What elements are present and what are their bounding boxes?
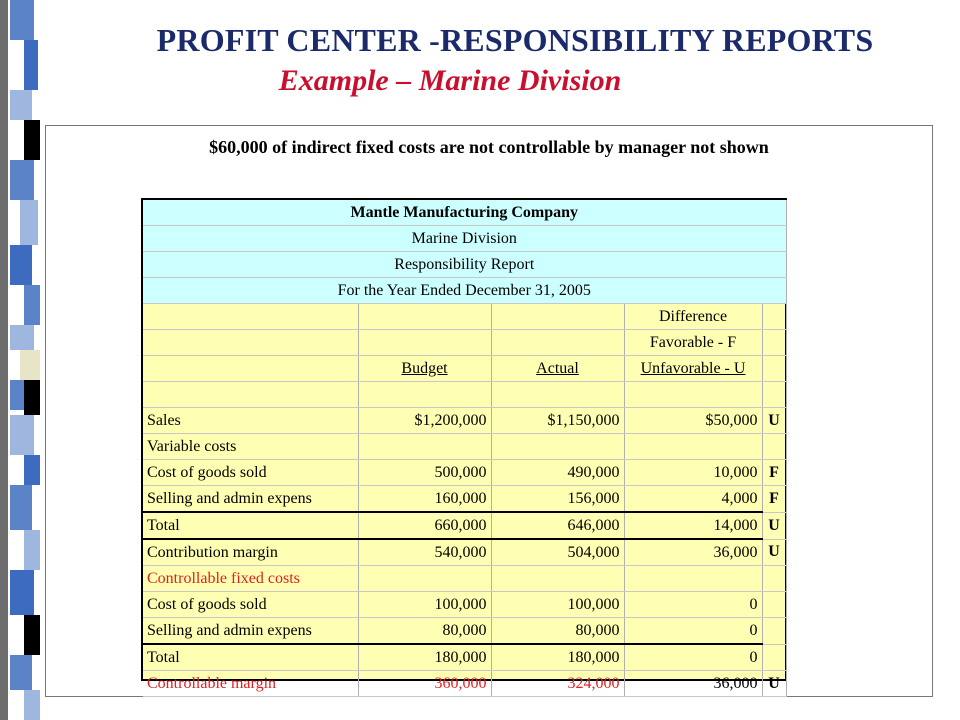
table-row [143, 644, 786, 671]
decorative-left-stripe [0, 0, 44, 720]
actual-cell: 504,000 [491, 539, 624, 566]
budget-cell: 80,000 [358, 618, 491, 645]
flag-cell: U [762, 408, 786, 434]
actual-cell: 180,000 [491, 644, 624, 671]
budget-cell: 500,000 [358, 460, 491, 486]
responsibility-report-table [141, 198, 787, 692]
table-row [143, 486, 786, 513]
table-row [143, 512, 786, 539]
col-actual-header: Actual [536, 359, 579, 377]
table-row [143, 408, 786, 434]
slide-title: PROFIT CENTER -RESPONSIBILITY REPORTS [156, 22, 874, 58]
row-label: Total [143, 644, 358, 671]
budget-cell: 360,000 [358, 671, 491, 697]
row-label: Controllable margin [143, 671, 358, 697]
difference-cell: $50,000 [624, 408, 762, 434]
row-label: Total [143, 512, 358, 539]
note-text: $60,000 of indirect fixed costs are not controllable by manager not shown [209, 137, 769, 157]
difference-cell: 10,000 [624, 460, 762, 486]
actual-cell: 80,000 [491, 618, 624, 645]
budget-cell: 160,000 [358, 486, 491, 513]
report-division: Marine Division [143, 226, 786, 252]
difference-cell: 0 [624, 618, 762, 645]
row-label: Sales [143, 408, 358, 434]
report-period: For the Year Ended December 31, 2005 [143, 278, 786, 304]
row-label: Cost of goods sold [143, 592, 358, 618]
difference-cell: 36,000 [624, 671, 762, 697]
difference-cell: 4,000 [624, 486, 762, 513]
budget-cell: 100,000 [358, 592, 491, 618]
actual-cell: 100,000 [491, 592, 624, 618]
table-row [143, 618, 786, 645]
row-label: Selling and admin expens [143, 486, 358, 513]
table-row [143, 539, 786, 566]
actual-cell: 646,000 [491, 512, 624, 539]
flag-cell: F [762, 486, 786, 513]
table-row [143, 566, 786, 592]
difference-header: Difference [624, 304, 762, 330]
flag-cell: U [762, 671, 786, 697]
flag-cell: U [762, 512, 786, 539]
row-label: Cost of goods sold [143, 460, 358, 486]
report-name: Responsibility Report [143, 252, 786, 278]
actual-cell: 490,000 [491, 460, 624, 486]
difference-cell: 14,000 [624, 512, 762, 539]
actual-cell: 324,000 [491, 671, 624, 697]
col-budget-header: Budget [401, 359, 448, 377]
diff-header-line2: Unfavorable - U [640, 359, 746, 377]
budget-cell: 540,000 [358, 539, 491, 566]
row-label: Contribution margin [143, 539, 358, 566]
budget-cell: 180,000 [358, 644, 491, 671]
difference-cell: 36,000 [624, 539, 762, 566]
row-label: Variable costs [143, 434, 358, 460]
table-row [143, 460, 786, 486]
budget-cell: $1,200,000 [358, 408, 491, 434]
table-row [143, 592, 786, 618]
slide-subtitle: Example – Marine Division [278, 64, 622, 97]
report-company: Mantle Manufacturing Company [143, 200, 786, 226]
actual-cell: $1,150,000 [491, 408, 624, 434]
flag-cell: U [762, 539, 786, 566]
row-label: Selling and admin expens [143, 618, 358, 645]
budget-cell: 660,000 [358, 512, 491, 539]
row-label: Controllable fixed costs [143, 566, 358, 592]
flag-cell: F [762, 460, 786, 486]
diff-header-line1: Favorable - F [624, 330, 762, 356]
actual-cell: 156,000 [491, 486, 624, 513]
difference-cell: 0 [624, 592, 762, 618]
difference-cell: 0 [624, 644, 762, 671]
table-row [143, 434, 786, 460]
table-row [143, 671, 786, 697]
